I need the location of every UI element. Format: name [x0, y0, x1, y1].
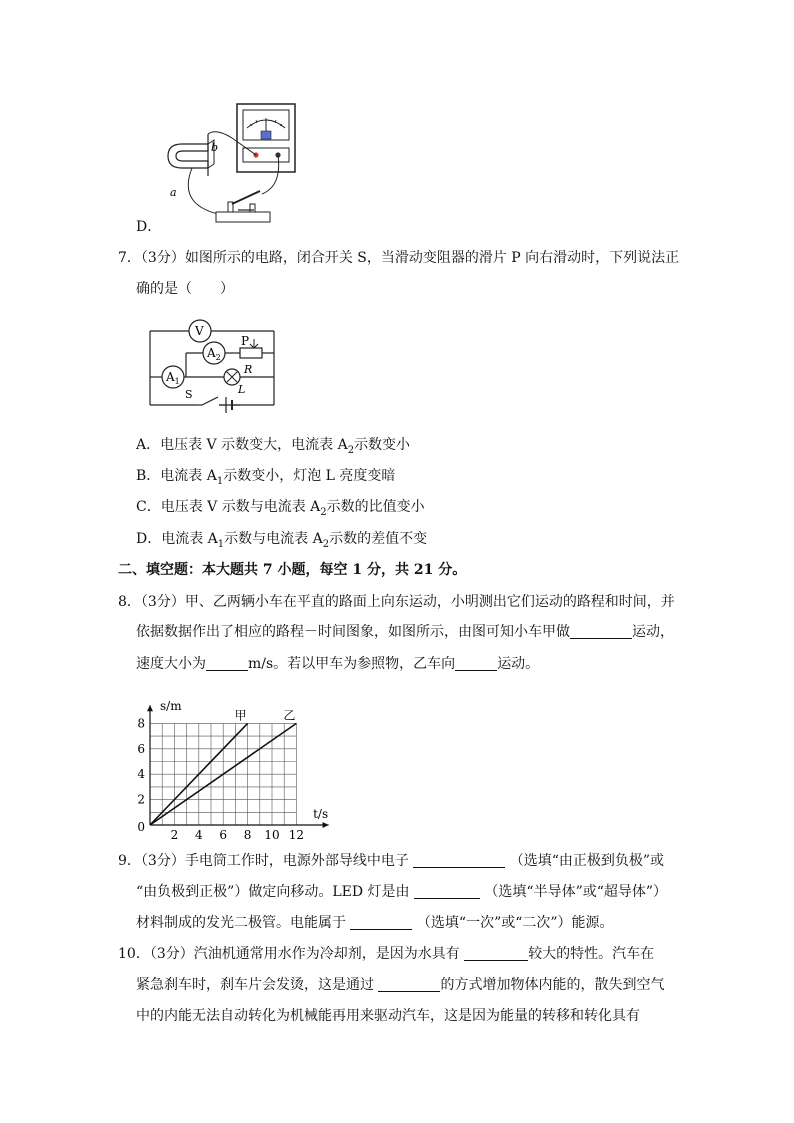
x-tick-label: 6	[219, 828, 228, 840]
q8-line3: 速度大小为 m/s。若以甲车为参照物，乙车向 运动。	[136, 656, 540, 672]
q8-blank-1[interactable]	[570, 622, 632, 639]
q10-blank-2[interactable]	[378, 975, 440, 992]
x-tick-label: 2	[170, 828, 179, 840]
y-axis-arrow	[147, 705, 153, 711]
section2-heading: 二、填空题：本大题共 7 小题，每空 1 分，共 21 分。	[118, 562, 467, 578]
q7-option-b: B．电流表 $A_1$示数变小，灯泡 L 亮度变暗	[136, 468, 396, 487]
q7-option-a: A．电压表 V 示数变大，电流表 $A_2$示数变小	[136, 437, 411, 456]
label-a: a	[170, 186, 177, 199]
y-tick-label: 6	[137, 741, 145, 756]
q8-st-chart	[135, 688, 335, 840]
y-axis-label: s/m	[160, 699, 182, 714]
x-tick-label: 4	[194, 828, 203, 840]
q9-blank-3[interactable]	[350, 913, 412, 930]
label-l: L	[238, 383, 246, 396]
label-b: b	[211, 141, 219, 154]
q9-blank-1[interactable]	[413, 851, 505, 868]
q8-line1: 8．（3分）甲、乙两辆小车在平直的路面上向东运动，小明测出它们运动的路程和时间，并	[118, 594, 675, 610]
x-axis-label: t/s	[313, 807, 329, 821]
label-r: R	[244, 363, 253, 376]
label-s: S	[185, 388, 193, 401]
x-tick-label: 12	[288, 828, 305, 840]
q10-blank-1[interactable]	[464, 944, 528, 961]
u-magnet	[168, 144, 208, 168]
q7-circuit-diagram	[144, 313, 280, 413]
label-v: V	[195, 324, 204, 338]
q6-option-d-figure	[150, 98, 310, 230]
x-tick-label: 10	[264, 828, 280, 840]
q9-line1: 9．（3分）手电筒工作时，电源外部导线中电子 （选填“由正极到负极”或	[118, 853, 665, 869]
x-tick-label: 8	[243, 828, 252, 840]
origin-label: 0	[137, 820, 145, 834]
y-tick-label: 8	[137, 716, 145, 731]
x-axis-arrow	[323, 822, 329, 828]
label-a1: $A_1$	[166, 370, 180, 386]
q8-blank-2[interactable]	[206, 654, 248, 671]
q9-blank-2[interactable]	[414, 882, 480, 899]
label-a2: $A_2$	[207, 346, 221, 362]
series-name-yi: 乙	[283, 708, 296, 723]
switch-base	[216, 212, 270, 222]
y-tick-label: 2	[137, 792, 145, 807]
q7-option-d: D．电流表 $A_1$示数与电流表 $A_2$示数的差值不变	[136, 531, 428, 550]
q8-blank-3[interactable]	[455, 654, 497, 671]
q8-line2: 依据数据作出了相应的路程－时间图象，如图所示，由图可知小车甲做 运动，	[136, 624, 674, 640]
q10-line1: 10．（3分）汽油机通常用水作为冷却剂，是因为水具有 较大的特性。汽车在	[118, 946, 655, 962]
y-tick-label: 4	[137, 767, 145, 782]
q9-line3: 材料制成的发光二极管。电能属于 （选填“一次”或“二次”）能源。	[136, 915, 614, 931]
q10-line2: 紧急刹车时，刹车片会发烫，这是通过 的方式增加物体内能的，散失到空气	[136, 977, 665, 993]
q6-option-d-label: D．	[136, 219, 162, 235]
q10-line3: 中的内能无法自动转化为机械能再用来驱动汽车，这是因为能量的转移和转化具有	[136, 1008, 640, 1024]
q9-line2: “由负极到正极”）做定向移动。LED 灯是由 （选填“半导体”或“超导体”）	[136, 884, 668, 900]
series-name-jia: 甲	[234, 708, 247, 723]
q7-stem-line1: 7．（3分）如图所示的电路，闭合开关 S，当滑动变阻器的滑片 P 向右滑动时，下列说法正	[118, 250, 680, 266]
q7-stem-line2: 确的是（ ）	[136, 281, 234, 297]
rheostat	[240, 348, 262, 358]
label-p: P	[241, 334, 250, 348]
q7-option-c: C．电压表 V 示数与电流表 $A_2$示数的比值变小	[136, 499, 425, 518]
